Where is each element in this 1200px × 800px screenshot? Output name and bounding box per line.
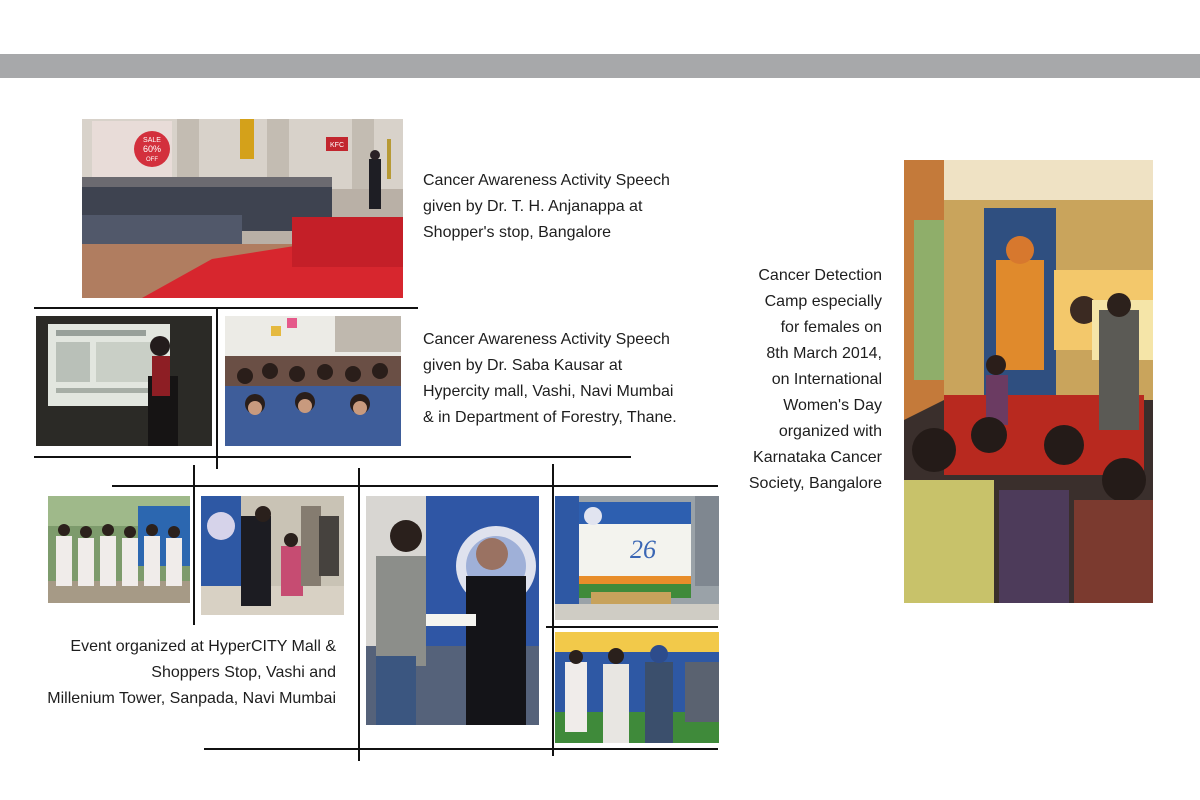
sale-sign-off: OFF <box>146 157 158 163</box>
caption-line: Camp especially <box>764 293 882 310</box>
caption-shoppers-stop <box>423 168 670 246</box>
kfc-sign: KFC <box>330 142 344 149</box>
photo-certificate-presentation <box>555 632 719 743</box>
divider-line <box>546 626 718 628</box>
caption-line: Millenium Tower, Sanpada, Navi Mumbai <box>47 690 336 707</box>
banner-date: 26 <box>630 535 656 564</box>
caption-event <box>30 634 336 712</box>
caption-line: Cancer Detection <box>758 267 882 284</box>
divider-line <box>34 307 418 309</box>
divider-line <box>358 468 360 761</box>
caption-line: Event organized at HyperCITY Mall & <box>70 638 336 655</box>
caption-line: given by Dr. T. H. Anjanappa at <box>423 198 643 215</box>
photo-group-students-outdoor <box>48 496 190 603</box>
divider-line <box>204 748 718 750</box>
caption-line: Shoppers Stop, Vashi and <box>151 664 336 681</box>
caption-line: given by Dr. Saba Kausar at <box>423 357 623 374</box>
caption-line: organized with <box>778 423 882 440</box>
caption-line: Cancer Awareness Activity Speech <box>423 331 670 348</box>
caption-line: Karnataka Cancer <box>753 449 882 466</box>
caption-line: & in Department of Forestry, Thane. <box>423 409 677 426</box>
photo-republic-day-banner <box>555 496 719 620</box>
caption-line: Society, Bangalore <box>748 475 882 492</box>
photo-detection-camp <box>904 160 1153 603</box>
photo-certificate-child <box>201 496 344 615</box>
caption-line: Hypercity mall, Vashi, Navi Mumbai <box>423 383 674 400</box>
caption-hypercity <box>423 327 677 431</box>
divider-line <box>193 465 195 625</box>
divider-line <box>112 485 718 487</box>
caption-line: for females on <box>780 319 882 336</box>
photo-award-handover <box>366 496 539 725</box>
divider-line <box>34 456 631 458</box>
caption-line: Shopper's stop, Bangalore <box>423 224 612 241</box>
photo-projector-presentation <box>36 316 212 446</box>
sale-sign-label: SALE <box>143 137 161 144</box>
divider-line <box>216 307 218 469</box>
caption-line: 8th March 2014, <box>766 345 882 362</box>
caption-line: Cancer Awareness Activity Speech <box>423 172 670 189</box>
caption-detection-camp <box>700 263 882 497</box>
sale-sign-percent: 60% <box>142 144 162 154</box>
caption-line: Women's Day <box>783 397 882 414</box>
divider-line <box>552 464 554 756</box>
header-band <box>0 54 1200 78</box>
photo-shoppers-stop-speech <box>82 119 403 298</box>
caption-line: on International <box>771 371 882 388</box>
photo-students-audience <box>225 316 401 446</box>
